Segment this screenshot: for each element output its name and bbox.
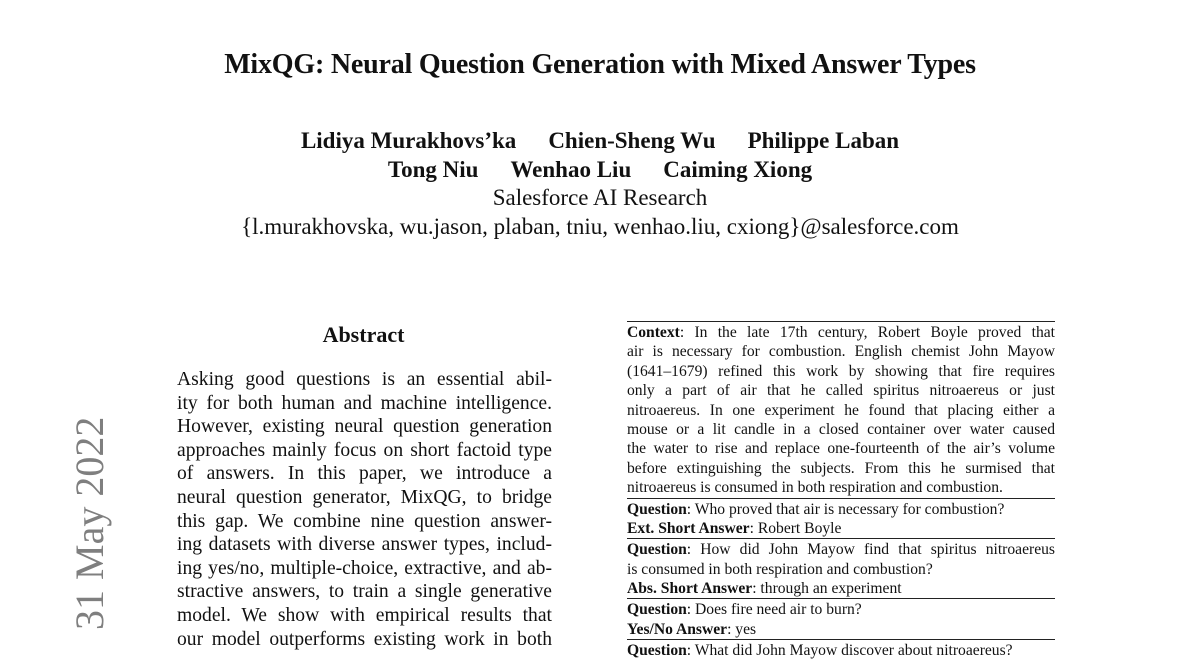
- author-line-2: [0, 155, 1200, 184]
- context-line: nitroaereus. In one experiment he found that placing either a: [627, 401, 1055, 419]
- question-line: [627, 500, 1055, 519]
- context-label: Context: [627, 324, 680, 341]
- abstract-line: of answers. In this paper, we introduce a: [177, 463, 552, 485]
- abstract-line: approaches mainly focus on short factoid type: [177, 439, 552, 461]
- context-line: only a part of air that he called spiritus nitroaereus or just: [627, 382, 1055, 400]
- abstract-line: model. We show with empirical results that: [177, 604, 552, 626]
- question-line: [627, 600, 1055, 619]
- author-line-1: [0, 126, 1200, 155]
- context-line: before extinguishing the subjects. From this he surmised that: [627, 459, 1055, 477]
- answer-line: [627, 579, 1055, 598]
- question-line: is consumed in both respiration and combustion?: [627, 560, 933, 578]
- context-line: nitroaereus is consumed in both respiration and combustion.: [627, 479, 1003, 497]
- question-label: Question: [627, 642, 687, 660]
- question-label: Question: [627, 601, 687, 619]
- context-line: the water to rise and replace one-fourteenth of the air’s volume: [627, 440, 1055, 458]
- context-line: mouse or a lit candle in a closed container over water caused: [627, 420, 1055, 438]
- question-text: : Who proved that air is necessary for combustion?: [686, 500, 1005, 518]
- answer-text: : through an experiment: [752, 580, 902, 598]
- question-text: : Does fire need air to burn?: [686, 601, 862, 619]
- abstract-line: this gap. We combine nine question answer-: [177, 510, 552, 532]
- context-line: air is necessary for combustion. English chemist John Mayow: [627, 343, 1055, 361]
- author-name: Tong Niu: [387, 157, 479, 182]
- abstract-line: neural question generator, MixQG, to bridge: [177, 486, 552, 508]
- context-line: (1641–1679) refined this work by showing that fire requires: [627, 362, 1055, 380]
- author-name: Chien-Sheng Wu: [548, 128, 716, 153]
- example-qa-extractive: [627, 498, 1055, 539]
- author-name: Wenhao Liu: [510, 157, 632, 182]
- context-text: : In the late 17th century, Robert Boyle proved that: [679, 324, 1055, 341]
- question-line: [627, 540, 1055, 559]
- qa-example-figure: [627, 321, 1055, 661]
- answer-label: Abs. Short Answer: [627, 580, 753, 598]
- example-qa-yesno: [627, 598, 1055, 639]
- abstract-line: ity for both human and machine intelligence.: [177, 392, 552, 414]
- abstract-line: ing datasets with diverse answer types, includ-: [177, 534, 552, 556]
- arxiv-date-text: 31 May 2022: [67, 416, 112, 630]
- paper-title: MixQG: Neural Question Generation with Mixed Answer Types: [224, 49, 976, 80]
- question-text: : How did John Mayow find that spiritus nitroaereus: [686, 541, 1055, 559]
- question-line: [627, 641, 1055, 660]
- answer-text: : Robert Boyle: [749, 519, 842, 537]
- answer-line: [627, 519, 1055, 538]
- example-qa-fourth: [627, 639, 1055, 660]
- answer-text: : yes: [727, 620, 757, 638]
- abstract-body: [177, 368, 552, 651]
- context-line: [627, 323, 1055, 342]
- author-name: Philippe Laban: [747, 128, 900, 153]
- question-text: : What did John Mayow discover about nitroaereus?: [686, 642, 1013, 660]
- answer-line: [627, 620, 1055, 639]
- answer-label: Yes/No Answer: [627, 620, 728, 638]
- abstract-line: ing yes/no, multiple-choice, extractive, and ab-: [177, 557, 552, 579]
- answer-label: Ext. Short Answer: [627, 519, 750, 537]
- example-qa-abstractive: [627, 538, 1055, 598]
- affiliation: Salesforce AI Research: [492, 185, 708, 210]
- example-context: [627, 322, 1055, 498]
- question-label: Question: [627, 541, 687, 559]
- author-emails: {l.murakhovska, wu.jason, plaban, tniu, wenhao.liu, cxiong}@salesforce.com: [241, 214, 959, 239]
- author-block: [0, 126, 1200, 241]
- question-label: Question: [627, 500, 687, 518]
- abstract-line: stractive answers, to train a single generative: [177, 581, 552, 603]
- author-name: Caiming Xiong: [663, 157, 813, 182]
- author-name: Lidiya Murakhovs’ka: [300, 128, 517, 153]
- abstract-heading: Abstract: [322, 322, 405, 347]
- arxiv-date-stamp: [30, 400, 112, 630]
- abstract-line: Asking good questions is an essential abil-: [177, 369, 552, 390]
- abstract-line: However, existing neural question generation: [177, 416, 552, 438]
- abstract-line: our model outperforms existing work in both: [177, 628, 552, 650]
